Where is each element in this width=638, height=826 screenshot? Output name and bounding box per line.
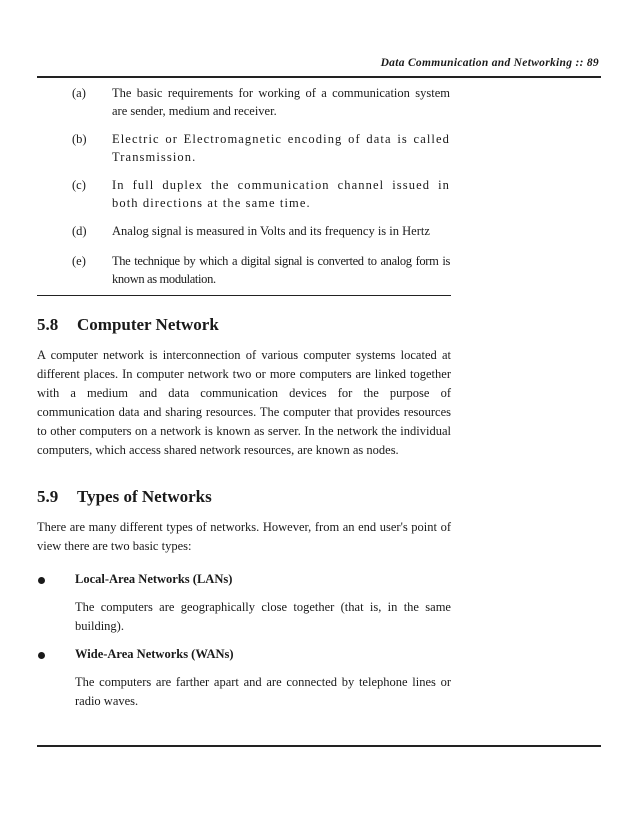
answer-item — [0, 222, 638, 252]
section-heading — [37, 487, 212, 507]
section-number: 5.8 — [37, 315, 59, 334]
bullet-text: The computers are farther apart and are connected by telephone lines or radio waves. — [75, 675, 451, 708]
footer-rule — [37, 745, 601, 747]
answer-label: (e) — [72, 254, 86, 268]
header-rule — [37, 76, 601, 78]
section-body: A computer network is interconnection of various computer systems located at different places. In computer network two or more computers are linked together with a medium and data communication devices for the purpose of communication data and sharing resources. The computer that provides resources to other computers on a network is known as server. In the network the individual computers, which access shared network resources, are known as nodes. — [37, 348, 451, 457]
bullet-icon — [38, 652, 45, 659]
answer-item — [0, 176, 638, 222]
answers-rule — [37, 295, 451, 296]
answer-item — [0, 84, 638, 130]
answer-text: The technique by which a digital signal is converted to analog form is known as modulation. — [112, 254, 450, 286]
answer-text: Analog signal is measured in Volts and its frequency is in Hertz — [112, 224, 430, 238]
bullet-text: The computers are geographically close together (that is, in the same building). — [75, 600, 451, 633]
bullet-icon — [38, 577, 45, 584]
answer-label: (b) — [72, 132, 87, 146]
running-header: Data Communication and Networking :: 89 — [380, 57, 599, 69]
answer-text: Electric or Electromagnetic encoding of data is called Transmission. — [112, 132, 450, 164]
answer-list — [0, 84, 638, 298]
answer-item — [0, 130, 638, 176]
section-title: Computer Network — [77, 315, 219, 334]
answer-label: (c) — [72, 178, 86, 192]
answer-item — [0, 252, 638, 298]
answer-label: (a) — [72, 86, 86, 100]
section-body: There are many different types of networks. However, from an end user's point of view there are two basic types: — [37, 520, 451, 553]
section-title: Types of Networks — [77, 487, 212, 506]
answer-label: (d) — [72, 224, 87, 238]
bullet-title: Wide-Area Networks (WANs) — [75, 647, 234, 661]
bullet-title: Local-Area Networks (LANs) — [75, 572, 233, 586]
answer-text: In full duplex the communication channel issued in both directions at the same time. — [112, 178, 450, 210]
section-number: 5.9 — [37, 487, 59, 506]
section-heading — [37, 315, 219, 335]
answer-text: The basic requirements for working of a communication system are sender, medium and receiver. — [112, 86, 450, 118]
